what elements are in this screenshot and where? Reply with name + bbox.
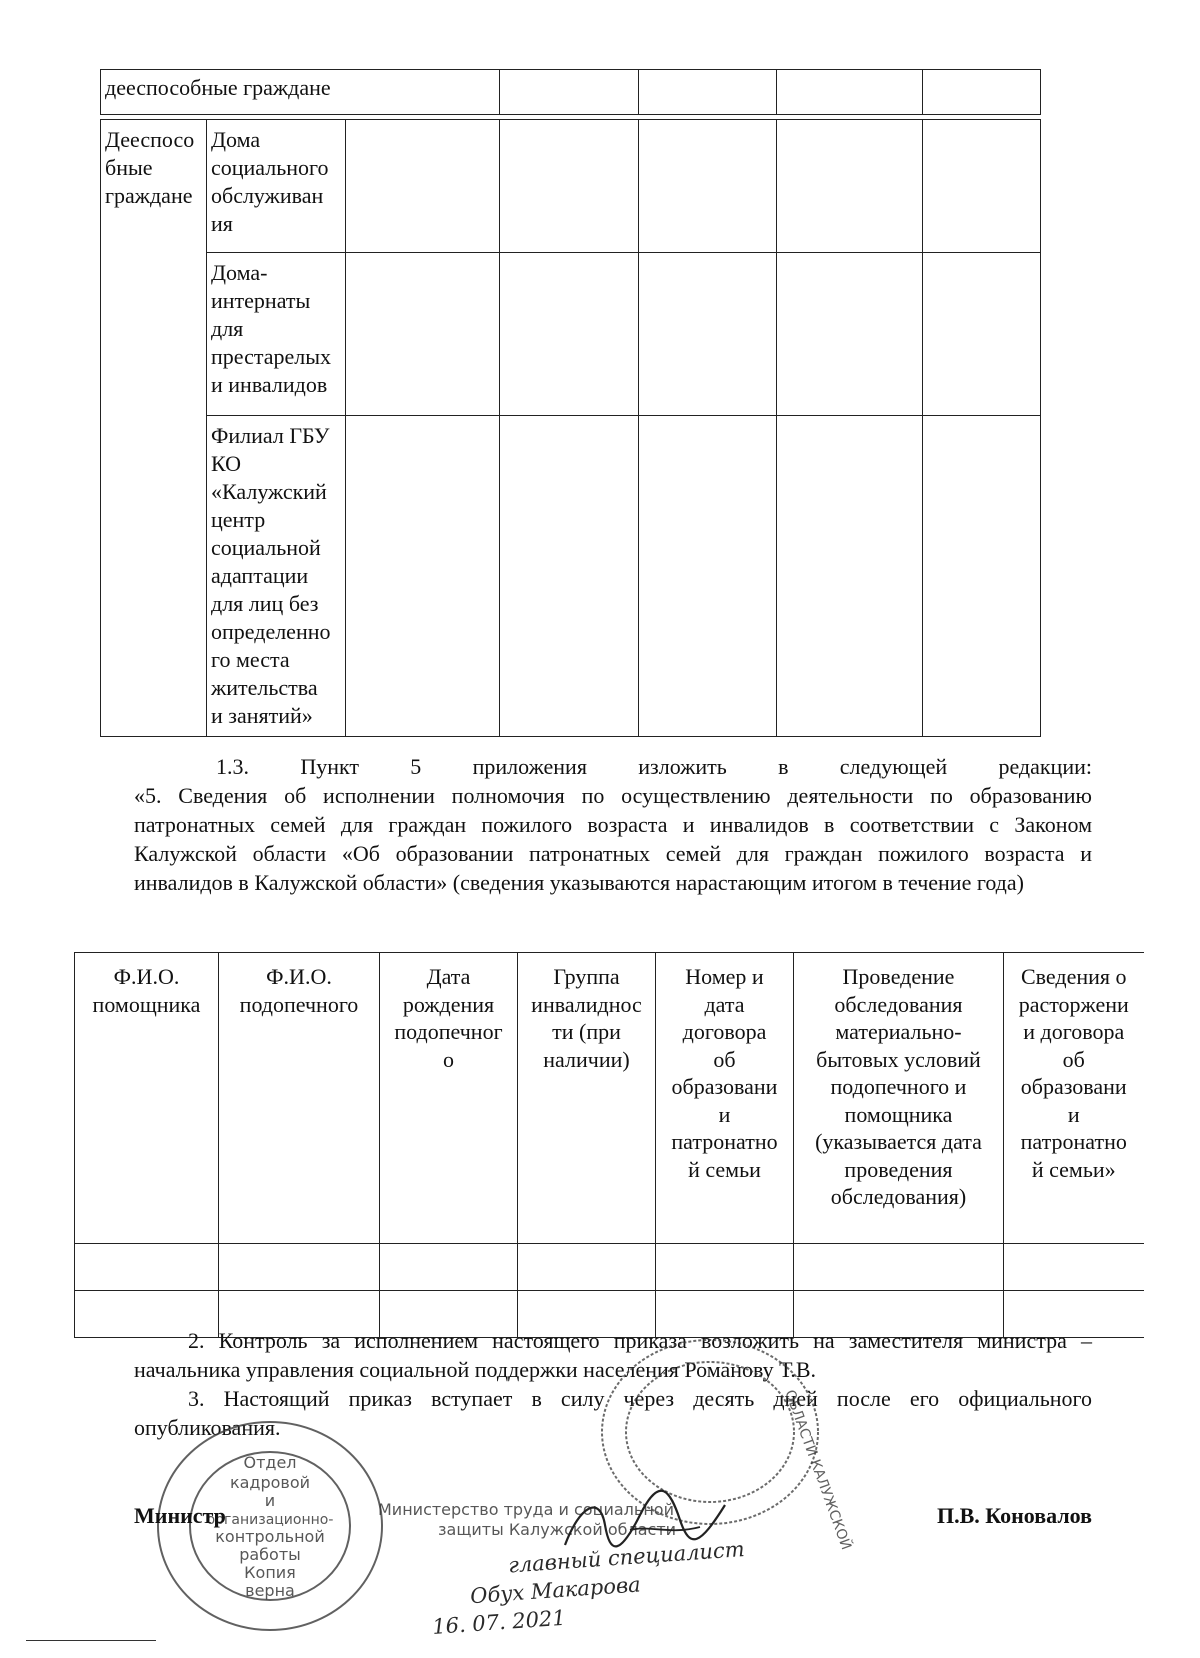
label-line: КО — [211, 451, 242, 476]
stamp-line: организационно- — [206, 1512, 334, 1528]
header-line: помощника — [92, 991, 201, 1017]
table-cell — [777, 70, 923, 115]
header-line: материально- — [835, 1019, 962, 1044]
header-line: проведения — [844, 1156, 953, 1182]
table-row — [101, 253, 1041, 416]
column-header — [1004, 953, 1144, 1244]
table-cell — [500, 70, 639, 115]
table-cell — [639, 253, 777, 416]
label-line: определенно — [211, 619, 331, 644]
row-label — [101, 70, 500, 115]
column-header — [518, 953, 656, 1244]
label-line: Дома — [211, 127, 261, 152]
header-line: (указывается дата — [815, 1129, 982, 1154]
header-line: Дата — [426, 964, 471, 989]
header-line: Проведение — [842, 964, 955, 989]
header-line: Сведения о — [1020, 964, 1127, 989]
row-label — [207, 120, 346, 253]
header-line: Ф.И.О. — [113, 964, 180, 989]
label-line: Филиал ГБУ — [211, 423, 330, 448]
column-header — [380, 953, 518, 1244]
header-line: о — [443, 1046, 454, 1072]
table-cell — [656, 1244, 794, 1291]
header-line: Группа — [553, 964, 620, 989]
header-line: рождения — [402, 991, 495, 1017]
table-cell — [1004, 1244, 1144, 1291]
header-line: й семьи» — [1031, 1156, 1116, 1182]
stamp-line: Копия — [244, 1563, 296, 1582]
label-line: жительства — [211, 675, 318, 700]
table-cell — [500, 120, 639, 253]
table-cell — [923, 416, 1041, 737]
stamp-line: контрольной — [215, 1527, 325, 1546]
handwritten-line: главный специалист — [507, 1537, 746, 1578]
header-line: образовани — [671, 1074, 778, 1099]
header-line: образовани — [1020, 1074, 1127, 1099]
header-line: Номер и — [685, 964, 764, 989]
label-line: ия — [211, 211, 233, 236]
label-line: социального — [211, 155, 329, 180]
label-line: для лиц без — [211, 591, 319, 616]
paragraph-item-3: 3. Настоящий приказ вступает в силу через десять дней после его официального опубликования. — [134, 1386, 1092, 1440]
header-line: подопечног — [394, 1019, 503, 1044]
label-line: обслуживан — [211, 183, 324, 208]
row-label-text: дееспособные граждане — [105, 75, 331, 100]
header-line: об — [713, 1046, 736, 1072]
column-header — [794, 953, 1004, 1244]
header-line: наличии) — [543, 1046, 630, 1072]
row-label — [207, 253, 346, 416]
stamp-line: работы — [239, 1545, 301, 1564]
column-header — [75, 953, 219, 1244]
table-cell — [346, 416, 500, 737]
label-line: го места — [211, 647, 290, 672]
label-line: адаптации — [211, 563, 309, 588]
group-label — [101, 120, 207, 737]
group-label-line: бные — [105, 155, 153, 180]
table-cell — [500, 416, 639, 737]
table-cell — [500, 253, 639, 416]
header-line: й семьи — [688, 1156, 761, 1182]
table-cell — [777, 416, 923, 737]
table-cell — [639, 70, 777, 115]
table-row — [101, 120, 1041, 253]
header-line: помощника — [844, 1101, 953, 1127]
label-line: престарелых — [211, 344, 332, 369]
table-cell — [923, 120, 1041, 253]
signature-scribble — [560, 1485, 730, 1565]
institutions-table-body — [100, 119, 1041, 737]
table-cell — [923, 253, 1041, 416]
table-cell — [518, 1244, 656, 1291]
stamp-line: кадровой — [229, 1473, 311, 1492]
table-cell — [380, 1244, 518, 1291]
paragraph-body: «5. Сведения об исполнении полномочия по осуществлению деятельности по образованию патронатных семей для граждан пожилого возраста и инвалидов в соответствии с Законом Калужской области «Об образовании патронатных семей для граждан пожилого возраста и инвалидов в Калужской области» (сведения указываются нарастающим итогом в течение года) — [134, 783, 1092, 895]
label-line: и инвалидов — [211, 372, 328, 397]
table-cell — [346, 253, 500, 416]
table-cell — [219, 1244, 380, 1291]
header-line: дата — [704, 991, 745, 1017]
header-line: обследования) — [830, 1184, 967, 1209]
header-line: бытовых условий — [816, 1046, 981, 1072]
header-line: патронатно — [1020, 1129, 1127, 1154]
handwritten-line: 16. 07. 2021 — [431, 1605, 567, 1639]
header-line: об — [1062, 1046, 1085, 1072]
label-line: Дома- — [211, 260, 268, 285]
group-label-line: граждане — [105, 183, 193, 208]
header-line: обследования — [834, 991, 963, 1017]
table-cell — [923, 70, 1041, 115]
table-cell — [794, 1244, 1004, 1291]
header-line: патронатно — [671, 1129, 778, 1154]
header-line: и — [718, 1101, 731, 1127]
table-row — [101, 416, 1041, 737]
column-header — [656, 953, 794, 1244]
header-line: и договора — [1023, 1019, 1125, 1044]
paragraph-1-3 — [134, 752, 1092, 897]
label-line: и занятий» — [211, 703, 313, 728]
stamp-line: Отдел — [243, 1453, 297, 1472]
paragraph-item-2: 2. Контроль за исполнением настоящего приказа возложить на заместителя министра – начальника управления социальной поддержки населения Романову Т.В. — [134, 1328, 1092, 1382]
stamp-line: верна — [245, 1581, 295, 1600]
row-label — [207, 416, 346, 737]
table-cell — [639, 120, 777, 253]
table-cell — [777, 120, 923, 253]
header-line: инвалиднос — [531, 991, 642, 1017]
label-line: социальной — [211, 535, 321, 560]
institutions-table — [100, 69, 1041, 115]
label-line: центр — [211, 507, 266, 532]
signature-title: Министр — [134, 1503, 226, 1528]
table-cell — [346, 120, 500, 253]
table-cell — [777, 253, 923, 416]
paragraph-first-line: 1.3. Пункт 5 приложения изложить в следующей редакции: — [216, 754, 1092, 779]
group-label-line: Дееспосо — [105, 127, 195, 152]
table-header-row — [75, 953, 1144, 1244]
header-line: и — [1067, 1101, 1080, 1127]
header-line: расторжени — [1018, 991, 1129, 1017]
header-line: подопечного — [239, 991, 359, 1017]
label-line: «Калужский — [211, 479, 327, 504]
signature-name: П.В. Коновалов — [936, 1503, 1092, 1528]
stamp-line: защиты Калужской области — [438, 1520, 677, 1539]
column-header — [219, 953, 380, 1244]
footer-rule — [26, 1640, 156, 1641]
header-line: Ф.И.О. — [266, 964, 332, 989]
table-cell — [75, 1244, 219, 1291]
table-cell — [639, 416, 777, 737]
table-row — [101, 70, 1041, 115]
header-line: ти (при — [552, 1019, 621, 1044]
patronage-table — [74, 952, 1144, 1338]
stamp-line: и — [264, 1491, 276, 1510]
header-line: подопечного и — [830, 1074, 967, 1099]
label-line: интернаты — [211, 288, 311, 313]
label-line: для — [211, 316, 244, 341]
handwritten-line: Обух Макарова — [469, 1572, 642, 1609]
stamp-line: Министерство труда и социальной — [378, 1500, 674, 1519]
header-line: договора — [682, 1019, 767, 1044]
table-row — [75, 1244, 1144, 1291]
seal-ring-text: ОБЛАСТИ КАЛУЖСКОЙ — [781, 1387, 855, 1553]
